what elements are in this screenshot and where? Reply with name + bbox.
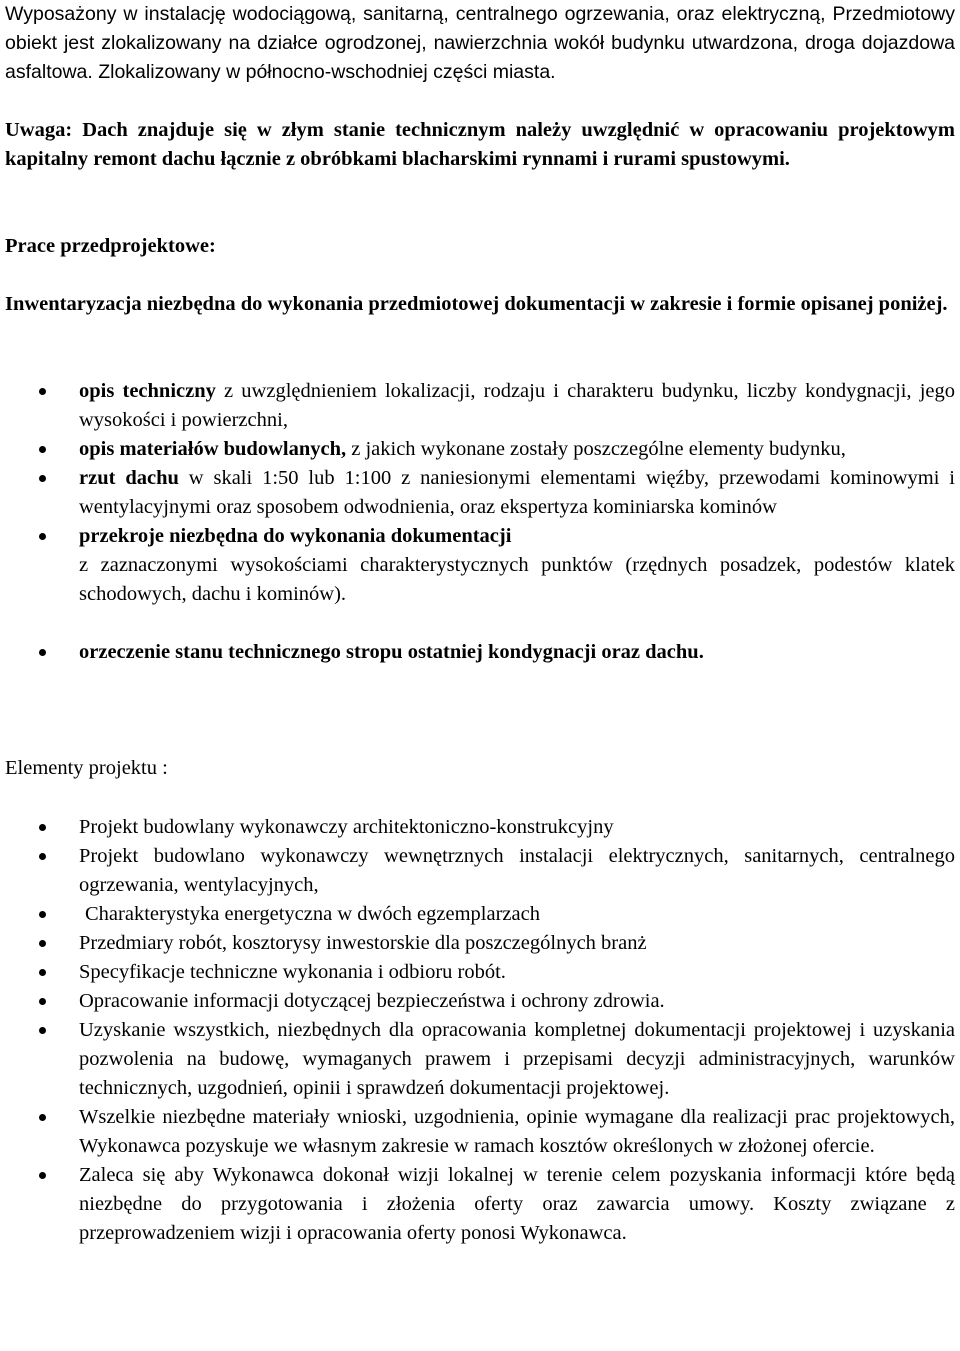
item-text: z zaznaczonymi wysokościami charakterystycznych punktów (rzędnych posadzek, podestów klatek schodowych, dachu i kominów). (79, 554, 955, 605)
preliminary-heading: Prace przedprojektowe: (5, 235, 216, 257)
roof-note: Uwaga: Dach znajduje się w złym stanie technicznym należy uwzględnić w opracowaniu projektowym kapitalny remont dachu łącznie z obróbkami blacharskimi rynnami i rurami spustowymi. (5, 119, 955, 170)
item-text: w skali 1:50 lub 1:100 z naniesionymi elementami więźby, przewodami kominowymi i wentylacyjnymi oraz sposobem odwodnienia, oraz ekspertyza kominiarska kominów (79, 467, 955, 518)
list-item: Charakterystyka energetyczna w dwóch egzemplarzach (5, 900, 955, 929)
list-item (5, 435, 955, 464)
list-item (5, 377, 955, 435)
item-title: przekroje niezbędna do wykonania dokumentacji (79, 525, 512, 547)
item-text: z jakich wykonane zostały poszczególne elementy budynku, (346, 438, 846, 460)
item-title: rzut dachu (79, 467, 179, 489)
list-item: Uzyskanie wszystkich, niezbędnych dla opracowania kompletnej dokumentacji projektowej i uzyskania pozwolenia na budowę, wymaganych prawem i przepisami decyzji administracyjnych, warunków technicznych, uzgodnień, opinii i sprawdzeń dokumentacji projektowej. (5, 1016, 955, 1103)
item-title: opis materiałów budowlanych, (79, 438, 347, 460)
preliminary-intro: Inwentaryzacja niezbędna do wykonania przedmiotowej dokumentacji w zakresie i formie opisanej poniżej. (5, 293, 948, 315)
list-item: Wszelkie niezbędne materiały wnioski, uzgodnienia, opinie wymagane dla realizacji prac projektowych, Wykonawca pozyskuje we własnym zakresie w ramach kosztów określonych w złożonej ofercie. (5, 1103, 955, 1161)
intro-paragraph: Wyposażony w instalację wodociągową, sanitarną, centralnego ogrzewania, oraz elektryczną, Przedmiotowy obiekt jest zlokalizowany na działce ogrodzonej, nawierzchnia wokół budynku utwardzona, droga dojazdowa asfaltowa. Zlokalizowany w północno-wschodniej części miasta. (5, 3, 955, 83)
list-item (5, 464, 955, 522)
list-item (5, 522, 955, 609)
list-item: Projekt budowlano wykonawczy wewnętrznych instalacji elektrycznych, sanitarnych, centralnego ogrzewania, wentylacyjnych, (5, 842, 955, 900)
list-item: Projekt budowlany wykonawczy architektoniczno-konstrukcyjny (5, 813, 955, 842)
list-item (5, 638, 955, 667)
list-item: Specyfikacje techniczne wykonania i odbioru robót. (5, 958, 955, 987)
list-item: Przedmiary robót, kosztorysy inwestorskie dla poszczególnych branż (5, 929, 955, 958)
preliminary-list (5, 377, 955, 667)
list-item: Opracowanie informacji dotyczącej bezpieczeństwa i ochrony zdrowia. (5, 987, 955, 1016)
item-text: z uwzględnieniem lokalizacji, rodzaju i charakteru budynku, liczby kondygnacji, jego wysokości i powierzchni, (79, 380, 955, 431)
elements-list (5, 813, 955, 1248)
item-title: opis techniczny (79, 380, 216, 402)
item-title: orzeczenie stanu technicznego stropu ostatniej kondygnacji oraz dachu. (79, 641, 704, 663)
list-item: Zaleca się aby Wykonawca dokonał wizji lokalnej w terenie celem pozyskania informacji które będą niezbędne do przygotowania i złożenia oferty oraz zawarcia umowy. Koszty związane z przeprowadzeniem wizji i opracowania oferty ponosi Wykonawca. (5, 1161, 955, 1248)
elements-heading: Elementy projektu : (5, 757, 168, 779)
